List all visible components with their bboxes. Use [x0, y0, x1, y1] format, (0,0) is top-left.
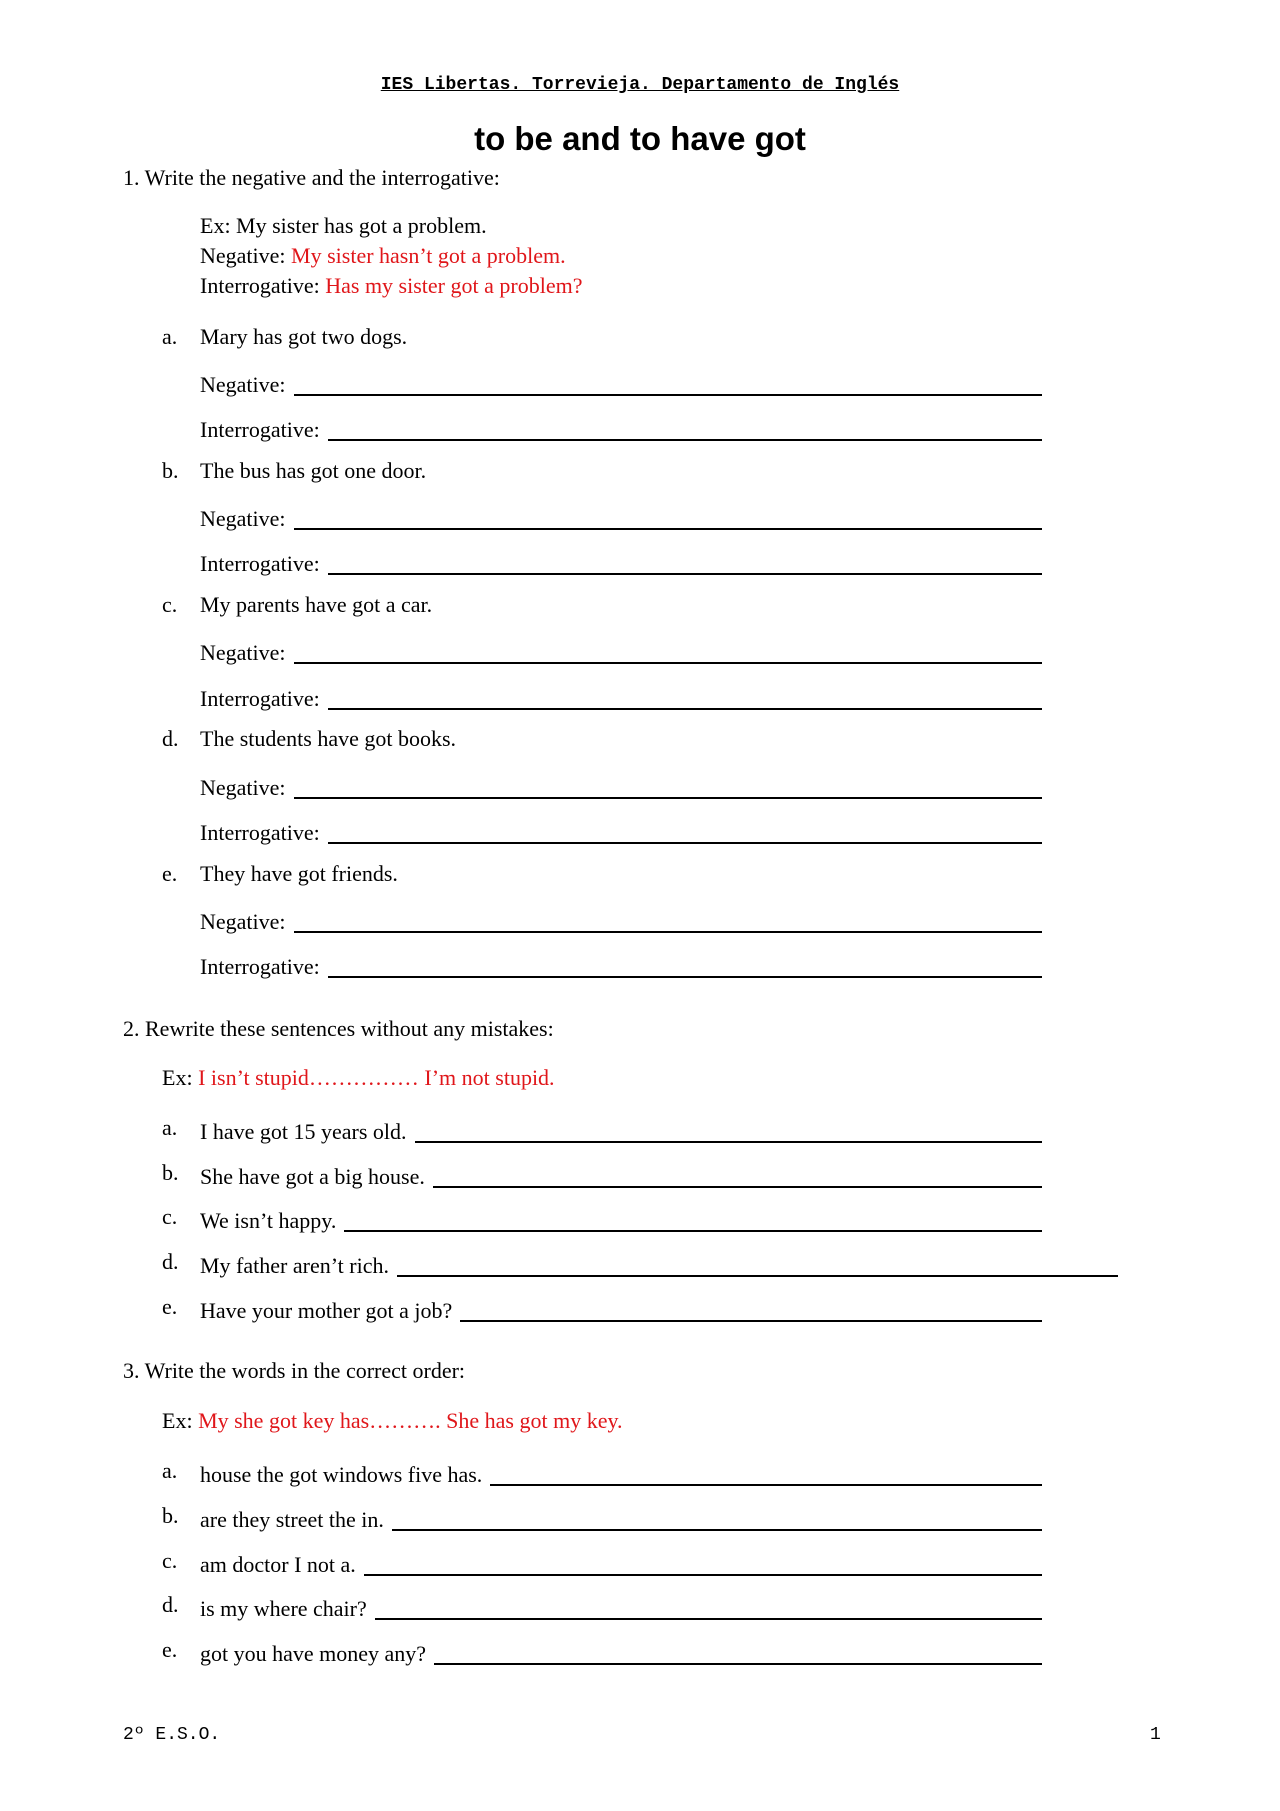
negative-label: Negative: — [200, 909, 286, 934]
answer-blank[interactable] — [328, 954, 1042, 978]
answer-blank[interactable] — [294, 909, 1042, 933]
answer-blank[interactable] — [375, 1596, 1042, 1620]
example-answer: I isn’t stupid…………… I’m not stupid. — [198, 1065, 555, 1090]
ex2-item-row — [200, 1249, 1118, 1279]
ex3-item-letter: e. — [162, 1637, 178, 1662]
ex2-item-letter: a. — [162, 1115, 178, 1140]
exercise-1-example-negative — [200, 243, 566, 269]
exercise-3-example — [162, 1408, 623, 1434]
ex1-item-sentence: Mary has got two dogs. — [200, 324, 408, 349]
answer-blank[interactable] — [328, 820, 1042, 844]
interrogative-label: Interrogative: — [200, 820, 320, 845]
negative-label: Negative: — [200, 640, 286, 665]
ex3-item-row — [200, 1637, 1042, 1667]
ex2-item-letter: c. — [162, 1204, 178, 1229]
ex1-interrogative-row — [200, 816, 1042, 846]
answer-blank[interactable] — [415, 1119, 1043, 1143]
example-negative-answer: My sister hasn’t got a problem. — [291, 243, 566, 268]
ex3-item-letter: d. — [162, 1592, 179, 1617]
ex2-item-sentence: We isn’t happy. — [200, 1208, 337, 1233]
ex2-item-row — [200, 1160, 1042, 1190]
ex1-negative-row — [200, 771, 1042, 801]
negative-label: Negative: — [200, 775, 286, 800]
answer-blank[interactable] — [294, 372, 1042, 396]
ex1-negative-row — [200, 905, 1042, 935]
footer-page-number: 1 — [1150, 1725, 1161, 1745]
ex1-item-letter: d. — [162, 726, 179, 751]
interrogative-label: Interrogative: — [200, 551, 320, 576]
answer-blank[interactable] — [294, 506, 1042, 530]
ex2-item-row — [200, 1294, 1042, 1324]
negative-label: Negative: — [200, 372, 286, 397]
ex2-item-sentence: I have got 15 years old. — [200, 1119, 407, 1144]
answer-blank[interactable] — [392, 1507, 1042, 1531]
ex2-item-letter: d. — [162, 1249, 179, 1274]
example-negative-label: Negative: — [200, 243, 292, 268]
ex1-item-letter: c. — [162, 592, 178, 617]
ex3-item-words: got you have money any? — [200, 1641, 427, 1666]
answer-blank[interactable] — [364, 1552, 1042, 1576]
ex1-negative-row — [200, 368, 1042, 398]
ex2-item-row — [200, 1204, 1042, 1234]
footer-level: 2º E.S.O. — [123, 1725, 221, 1745]
ex1-interrogative-row — [200, 682, 1042, 712]
interrogative-label: Interrogative: — [200, 686, 320, 711]
ex1-item-letter: a. — [162, 324, 178, 349]
ex1-item-letter: e. — [162, 861, 178, 886]
answer-blank[interactable] — [328, 417, 1042, 441]
exercise-1-example-interrogative — [200, 273, 582, 299]
example-interrogative-label: Interrogative: — [200, 273, 326, 298]
answer-blank[interactable] — [490, 1462, 1042, 1486]
exercise-2-heading: 2. Rewrite these sentences without any mistakes: — [123, 1016, 554, 1041]
ex2-item-sentence: My father aren’t rich. — [200, 1253, 389, 1278]
answer-blank[interactable] — [294, 775, 1042, 799]
ex3-item-words: are they street the in. — [200, 1507, 384, 1532]
ex3-item-words: house the got windows five has. — [200, 1462, 483, 1487]
ex3-item-row — [200, 1548, 1042, 1578]
interrogative-label: Interrogative: — [200, 954, 320, 979]
example-interrogative-answer: Has my sister got a problem? — [325, 273, 583, 298]
ex3-item-letter: a. — [162, 1458, 178, 1483]
ex2-item-sentence: Have your mother got a job? — [200, 1298, 453, 1323]
answer-blank[interactable] — [328, 551, 1042, 575]
example-label: Ex: — [162, 1065, 199, 1090]
ex3-item-words: is my where chair? — [200, 1596, 367, 1621]
ex1-item-sentence: My parents have got a car. — [200, 592, 433, 617]
answer-blank[interactable] — [328, 686, 1042, 710]
ex1-item-letter: b. — [162, 458, 179, 483]
ex1-item-sentence: The students have got books. — [200, 726, 457, 751]
ex1-negative-row — [200, 636, 1042, 666]
exercise-1-heading: 1. Write the negative and the interrogative: — [123, 165, 500, 190]
ex1-item-sentence: They have got friends. — [200, 861, 398, 886]
answer-blank[interactable] — [434, 1641, 1042, 1665]
ex3-item-words: am doctor I not a. — [200, 1552, 356, 1577]
example-answer: My she got key has………. She has got my key. — [198, 1408, 623, 1433]
ex2-item-letter: e. — [162, 1294, 178, 1319]
ex2-item-letter: b. — [162, 1160, 179, 1185]
ex2-item-sentence: She have got a big house. — [200, 1164, 425, 1189]
ex1-interrogative-row — [200, 413, 1042, 443]
ex3-item-row — [200, 1503, 1042, 1533]
answer-blank[interactable] — [397, 1253, 1118, 1277]
ex1-item-sentence: The bus has got one door. — [200, 458, 427, 483]
exercise-3-heading: 3. Write the words in the correct order: — [123, 1358, 466, 1383]
exercise-2-example — [162, 1065, 555, 1091]
ex1-interrogative-row — [200, 547, 1042, 577]
answer-blank[interactable] — [460, 1298, 1042, 1322]
interrogative-label: Interrogative: — [200, 417, 320, 442]
answer-blank[interactable] — [433, 1164, 1042, 1188]
ex3-item-letter: b. — [162, 1503, 179, 1528]
worksheet-title: to be and to have got — [474, 120, 806, 157]
ex1-interrogative-row — [200, 950, 1042, 980]
school-header: IES Libertas. Torrevieja. Departamento de Inglés — [380, 75, 900, 95]
ex3-item-row — [200, 1592, 1042, 1622]
ex2-item-row — [200, 1115, 1042, 1145]
ex3-item-row — [200, 1458, 1042, 1488]
answer-blank[interactable] — [294, 640, 1042, 664]
negative-label: Negative: — [200, 506, 286, 531]
exercise-1-example: Ex: My sister has got a problem. — [200, 213, 487, 238]
ex3-item-letter: c. — [162, 1548, 178, 1573]
ex1-negative-row — [200, 502, 1042, 532]
answer-blank[interactable] — [344, 1208, 1042, 1232]
example-label: Ex: — [162, 1408, 199, 1433]
